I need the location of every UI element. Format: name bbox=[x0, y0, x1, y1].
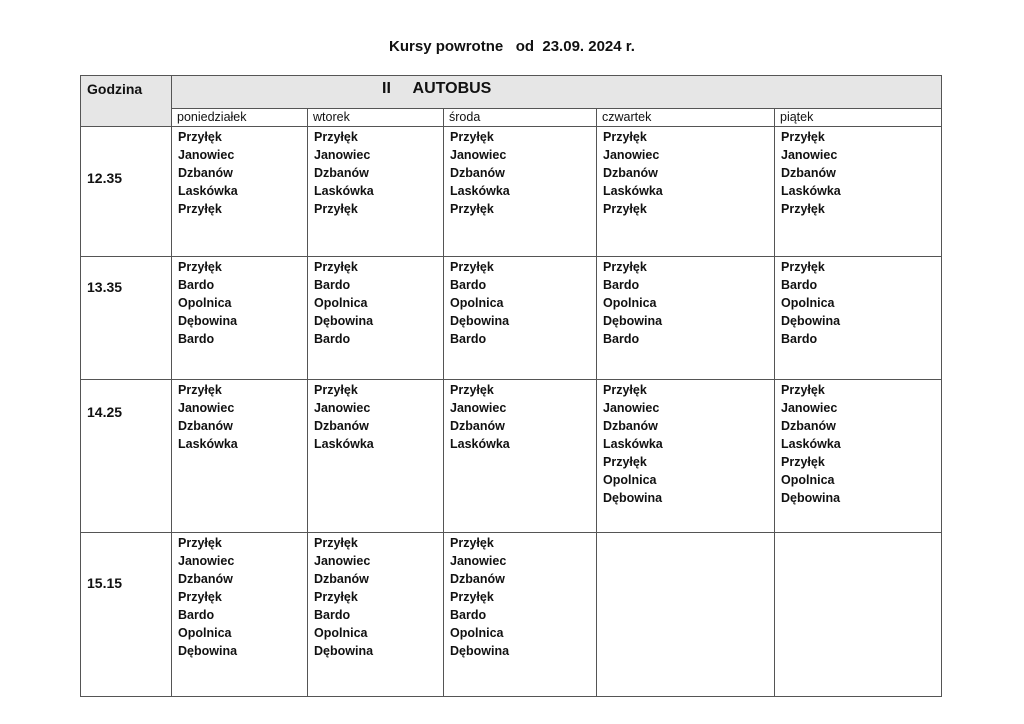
stop-name: Opolnica bbox=[314, 296, 368, 310]
table-row bbox=[81, 257, 942, 380]
stop-name: Dębowina bbox=[450, 644, 510, 658]
stop-name: Przyłęk bbox=[314, 130, 358, 144]
stop-name: Przyłęk bbox=[314, 260, 358, 274]
stops-cell-friday bbox=[775, 257, 942, 380]
stop-name: Janowiec bbox=[450, 401, 507, 415]
stops-cell-wednesday bbox=[444, 380, 597, 533]
stop-name: Bardo bbox=[314, 278, 351, 292]
stop-name: Przyłęk bbox=[781, 130, 825, 144]
stops-cell-tuesday bbox=[308, 380, 444, 533]
stop-name: Bardo bbox=[178, 332, 215, 346]
stop-name: Przyłęk bbox=[178, 202, 222, 216]
hour-column-header: Godzina bbox=[81, 76, 172, 127]
header-row-days bbox=[81, 109, 942, 127]
stop-name: Laskówka bbox=[781, 184, 841, 198]
stop-name: Janowiec bbox=[178, 554, 235, 568]
stops-cell-wednesday bbox=[444, 533, 597, 697]
schedule-body bbox=[81, 127, 942, 697]
stops-cell-wednesday bbox=[444, 127, 597, 257]
stop-name: Laskówka bbox=[781, 437, 841, 451]
stop-name: Przyłęk bbox=[603, 260, 647, 274]
stop-name: Przyłęk bbox=[178, 260, 222, 274]
stop-name: Dzbanów bbox=[450, 419, 505, 433]
stop-name: Przyłęk bbox=[603, 455, 647, 469]
stop-name: Dzbanów bbox=[314, 572, 369, 586]
stop-name: Przyłęk bbox=[450, 590, 494, 604]
stop-name: Dębowina bbox=[603, 491, 663, 505]
stop-name: Przyłęk bbox=[781, 455, 825, 469]
stop-name: Bardo bbox=[314, 332, 351, 346]
stop-name: Dębowina bbox=[781, 314, 841, 328]
day-header-friday: piątek bbox=[775, 109, 942, 127]
stop-name: Bardo bbox=[178, 608, 215, 622]
stop-name: Dzbanów bbox=[314, 419, 369, 433]
stop-name: Przyłęk bbox=[781, 383, 825, 397]
stop-name: Bardo bbox=[603, 278, 640, 292]
stops-cell-monday bbox=[172, 533, 308, 697]
stop-name: Janowiec bbox=[450, 554, 507, 568]
stop-name: Przyłęk bbox=[314, 383, 358, 397]
stop-name: Przyłęk bbox=[450, 383, 494, 397]
stops-cell-thursday bbox=[597, 533, 775, 697]
stop-name: Dębowina bbox=[178, 644, 238, 658]
stop-name: Dzbanów bbox=[178, 166, 233, 180]
stops-cell-wednesday bbox=[444, 257, 597, 380]
schedule-table bbox=[80, 75, 942, 697]
table-row bbox=[81, 380, 942, 533]
stop-name: Janowiec bbox=[781, 148, 838, 162]
stops-cell-monday bbox=[172, 127, 308, 257]
stop-name: Janowiec bbox=[178, 401, 235, 415]
day-header-thursday: czwartek bbox=[597, 109, 775, 127]
stop-name: Opolnica bbox=[178, 296, 232, 310]
stop-name: Przyłęk bbox=[450, 260, 494, 274]
stop-name: Janowiec bbox=[781, 401, 838, 415]
stop-name: Dzbanów bbox=[603, 419, 658, 433]
stop-name: Przyłęk bbox=[450, 202, 494, 216]
stop-name: Dzbanów bbox=[314, 166, 369, 180]
stop-name: Dębowina bbox=[178, 314, 238, 328]
stop-name: Janowiec bbox=[314, 401, 371, 415]
stop-name: Przyłęk bbox=[314, 590, 358, 604]
stops-cell-thursday bbox=[597, 380, 775, 533]
stops-cell-tuesday bbox=[308, 533, 444, 697]
stops-cell-friday bbox=[775, 533, 942, 697]
stop-name: Janowiec bbox=[314, 148, 371, 162]
stop-name: Przyłęk bbox=[314, 202, 358, 216]
stop-name: Janowiec bbox=[314, 554, 371, 568]
stop-name: Dzbanów bbox=[603, 166, 658, 180]
stop-name: Przyłęk bbox=[178, 383, 222, 397]
stops-cell-tuesday bbox=[308, 257, 444, 380]
stop-name: Dębowina bbox=[314, 644, 374, 658]
stop-name: Laskówka bbox=[178, 437, 238, 451]
stop-name: Dębowina bbox=[781, 491, 841, 505]
header-row-top bbox=[81, 76, 942, 109]
stop-name: Dzbanów bbox=[178, 419, 233, 433]
stop-name: Dzbanów bbox=[781, 166, 836, 180]
stop-name: Przyłęk bbox=[603, 202, 647, 216]
stop-name: Janowiec bbox=[603, 148, 660, 162]
page-title: Kursy powrotne od 23.09. 2024 r. bbox=[389, 38, 635, 55]
stops-cell-monday bbox=[172, 257, 308, 380]
stop-name: Laskówka bbox=[450, 437, 510, 451]
stop-name: Opolnica bbox=[314, 626, 368, 640]
stop-name: Przyłęk bbox=[603, 130, 647, 144]
day-header-monday: poniedziałek bbox=[172, 109, 308, 127]
day-header-wednesday: środa bbox=[444, 109, 597, 127]
stop-name: Bardo bbox=[178, 278, 215, 292]
departure-time: 14.25 bbox=[81, 380, 172, 533]
stop-name: Przyłęk bbox=[178, 130, 222, 144]
bus-header: II AUTOBUS bbox=[172, 76, 942, 109]
stop-name: Bardo bbox=[781, 332, 818, 346]
stop-name: Opolnica bbox=[450, 296, 504, 310]
stop-name: Janowiec bbox=[603, 401, 660, 415]
stop-name: Dzbanów bbox=[178, 572, 233, 586]
stops-cell-tuesday bbox=[308, 127, 444, 257]
stop-name: Bardo bbox=[603, 332, 640, 346]
stop-name: Przyłęk bbox=[781, 202, 825, 216]
stop-name: Dzbanów bbox=[450, 572, 505, 586]
departure-time: 13.35 bbox=[81, 257, 172, 380]
day-header-tuesday: wtorek bbox=[308, 109, 444, 127]
stop-name: Opolnica bbox=[781, 296, 835, 310]
stop-name: Opolnica bbox=[178, 626, 232, 640]
stop-name: Przyłęk bbox=[781, 260, 825, 274]
departure-time: 12.35 bbox=[81, 127, 172, 257]
table-row bbox=[81, 533, 942, 697]
stop-name: Przyłęk bbox=[450, 130, 494, 144]
stop-name: Dębowina bbox=[450, 314, 510, 328]
stop-name: Przyłęk bbox=[603, 383, 647, 397]
stop-name: Laskówka bbox=[178, 184, 238, 198]
stops-cell-thursday bbox=[597, 127, 775, 257]
stop-name: Dzbanów bbox=[781, 419, 836, 433]
stop-name: Laskówka bbox=[314, 184, 374, 198]
stop-name: Przyłęk bbox=[314, 536, 358, 550]
stop-name: Opolnica bbox=[450, 626, 504, 640]
stop-name: Janowiec bbox=[450, 148, 507, 162]
stop-name: Dębowina bbox=[603, 314, 663, 328]
stop-name: Bardo bbox=[450, 332, 487, 346]
stops-cell-friday bbox=[775, 380, 942, 533]
stop-name: Przyłęk bbox=[178, 536, 222, 550]
stop-name: Opolnica bbox=[603, 296, 657, 310]
stop-name: Laskówka bbox=[450, 184, 510, 198]
stop-name: Opolnica bbox=[603, 473, 657, 487]
stop-name: Przyłęk bbox=[450, 536, 494, 550]
stop-name: Przyłęk bbox=[178, 590, 222, 604]
stop-name: Dębowina bbox=[314, 314, 374, 328]
stop-name: Laskówka bbox=[603, 184, 663, 198]
departure-time: 15.15 bbox=[81, 533, 172, 697]
stop-name: Bardo bbox=[450, 278, 487, 292]
stops-cell-monday bbox=[172, 380, 308, 533]
stop-name: Bardo bbox=[314, 608, 351, 622]
stop-name: Laskówka bbox=[603, 437, 663, 451]
stop-name: Bardo bbox=[450, 608, 487, 622]
stop-name: Laskówka bbox=[314, 437, 374, 451]
stop-name: Opolnica bbox=[781, 473, 835, 487]
stop-name: Dzbanów bbox=[450, 166, 505, 180]
table-row bbox=[81, 127, 942, 257]
stop-name: Bardo bbox=[781, 278, 818, 292]
stops-cell-thursday bbox=[597, 257, 775, 380]
stop-name: Janowiec bbox=[178, 148, 235, 162]
stops-cell-friday bbox=[775, 127, 942, 257]
